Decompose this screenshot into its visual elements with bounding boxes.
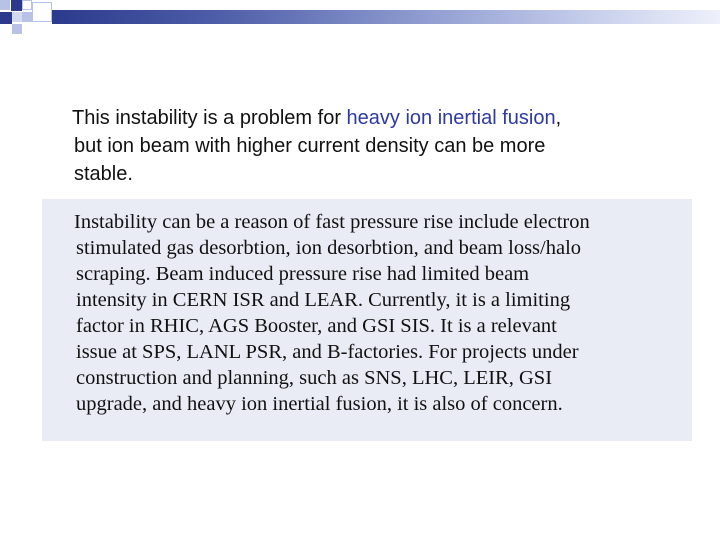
detail-line: Instability can be a reason of fast pressure rise include electron (74, 211, 590, 233)
intro-text: , (555, 107, 562, 129)
decor-square (12, 12, 22, 22)
decor-square-outline (32, 2, 52, 22)
detail-line: construction and planning, such as SNS, LHC, LEIR, GSI (76, 367, 553, 389)
detail-line: factor in RHIC, AGS Booster, and GSI SIS. It is a relevant (76, 315, 557, 337)
decor-square (22, 12, 32, 22)
detail-line: issue at SPS, LANL PSR, and B-factories. For projects under (76, 341, 579, 363)
intro-paragraph (74, 104, 694, 188)
detail-line: upgrade, and heavy ion inertial fusion, it is also of concern. (76, 393, 563, 415)
decor-square (0, 12, 12, 24)
detail-line: stimulated gas desorbtion, ion desorbtion, and beam loss/halo (76, 237, 582, 259)
intro-line: stable. (74, 163, 133, 185)
detail-paragraph (76, 209, 688, 417)
detail-line: intensity in CERN ISR and LEAR. Currently, it is a limiting (76, 289, 571, 311)
intro-highlight: heavy ion inertial fusion (346, 107, 556, 129)
intro-text: This instability is a problem for (72, 107, 347, 129)
detail-line: scraping. Beam induced pressure rise had limited beam (76, 263, 530, 285)
decor-square (12, 24, 22, 34)
decor-square (11, 0, 22, 11)
top-gradient-bar (52, 10, 720, 24)
decor-square-outline (22, 0, 32, 10)
decor-square (0, 0, 10, 10)
intro-line: but ion beam with higher current density can be more (74, 135, 546, 157)
intro-line (72, 104, 694, 132)
